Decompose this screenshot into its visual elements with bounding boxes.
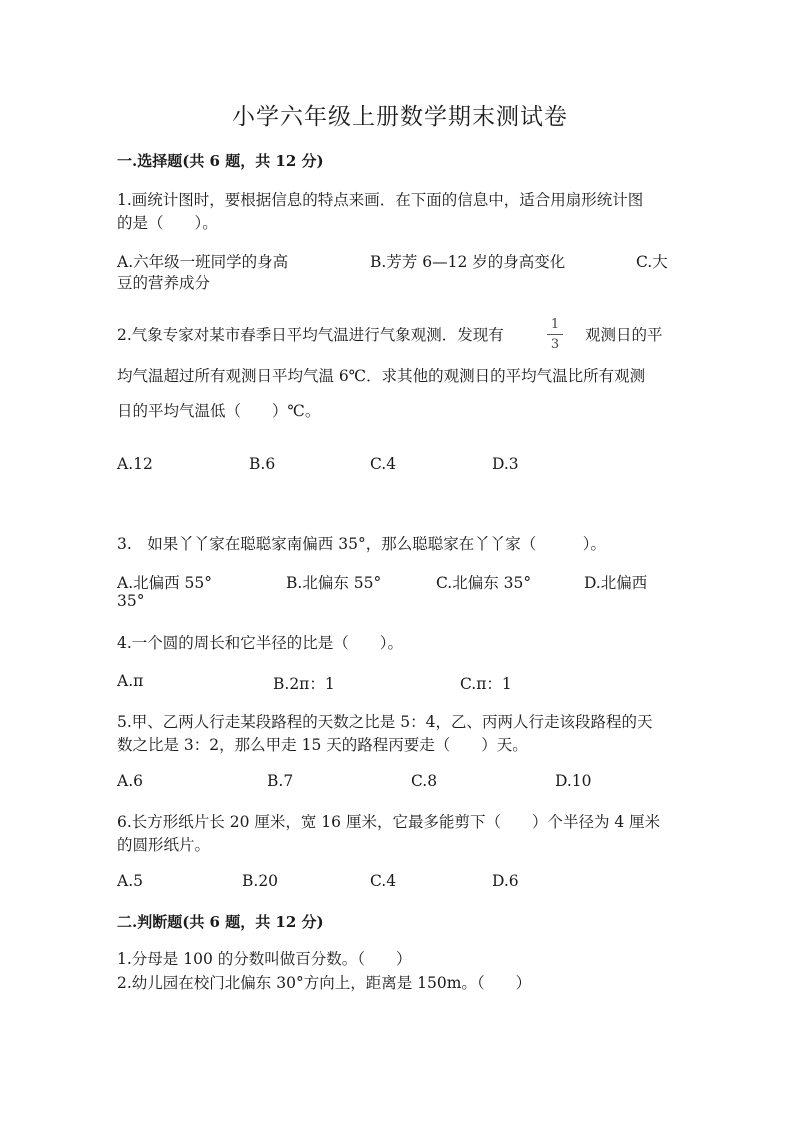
question-3-option-a: A.北偏西 55° xyxy=(117,574,213,592)
question-2-text-line-1a: 2.气象专家对某市春季日平均气温进行气象观测．发现有 xyxy=(117,326,504,344)
question-1-option-c-continued: 豆的营养成分 xyxy=(117,274,211,292)
question-3-option-d-continued: 35° xyxy=(117,592,145,610)
question-3-option-b: B.北偏东 55° xyxy=(286,574,382,592)
question-6-text-line-2: 的圆形纸片。 xyxy=(117,836,211,854)
question-2-option-b: B.6 xyxy=(249,455,276,473)
question-4-option-c: C.π：1 xyxy=(460,675,512,693)
question-5-option-b: B.7 xyxy=(267,772,294,790)
question-6-option-d: D.6 xyxy=(492,872,519,890)
question-2-text-line-1b: 观测日的平 xyxy=(585,326,663,344)
fraction-numerator: 1 xyxy=(550,317,560,332)
question-4-option-a: A.π xyxy=(117,672,144,690)
fraction-bar xyxy=(547,334,563,335)
question-1-option-a: A.六年级一班同学的身高 xyxy=(117,253,289,271)
page-title: 小学六年级上册数学期末测试卷 xyxy=(232,104,568,130)
judgement-question-1: 1.分母是 100 的分数叫做百分数。（ ） xyxy=(117,950,412,968)
question-5-option-a: A.6 xyxy=(117,772,143,790)
question-6-option-c: C.4 xyxy=(370,872,397,890)
section-heading-choice: 一.选择题(共 6 题，共 12 分) xyxy=(117,152,324,170)
question-4-option-b: B.2π：1 xyxy=(273,675,335,693)
question-1-text-line-1: 1.画统计图时，要根据信息的特点来画．在下面的信息中，适合用扇形统计图 xyxy=(117,191,644,209)
question-5-text-line-2: 数之比是 3：2，那么甲走 15 天的路程丙要走（ ）天。 xyxy=(117,736,528,754)
question-6-text-line-1: 6.长方形纸片长 20 厘米，宽 16 厘米，它最多能剪下（ ）个半径为 4 厘米 xyxy=(117,813,661,831)
question-3-option-c: C.北偏东 35° xyxy=(436,574,532,592)
fraction-one-third xyxy=(546,318,564,351)
question-3-text: 3. 如果丫丫家在聪聪家南偏西 35°，那么聪聪家在丫丫家（ ）。 xyxy=(117,535,606,553)
question-5-option-d: D.10 xyxy=(555,772,592,790)
section-heading-judgement: 二.判断题(共 6 题，共 12 分) xyxy=(117,913,324,931)
question-2-text-line-2: 均气温超过所有观测日平均气温 6℃．求其他的观测日的平均气温比所有观测 xyxy=(117,367,646,385)
question-3-option-d: D.北偏西 xyxy=(584,574,648,592)
judgement-question-2: 2.幼儿园在校门北偏东 30°方向上，距离是 150m。（ ） xyxy=(117,974,532,992)
question-6-option-b: B.20 xyxy=(242,872,279,890)
question-1-option-b: B.芳芳 6—12 岁的身高变化 xyxy=(370,253,566,271)
question-2-option-d: D.3 xyxy=(492,455,519,473)
question-2-option-c: C.4 xyxy=(370,455,397,473)
question-4-text: 4.一个圆的周长和它半径的比是（ ）。 xyxy=(117,634,404,652)
question-6-option-a: A.5 xyxy=(117,872,143,890)
question-2-text-line-3: 日的平均气温低（ ）℃。 xyxy=(117,402,321,420)
fraction-denominator: 3 xyxy=(550,337,560,352)
question-5-text-line-1: 5.甲、乙两人行走某段路程的天数之比是 5：4，乙、丙两人行走该段路程的天 xyxy=(117,713,653,731)
question-1-option-c: C.大 xyxy=(636,253,668,271)
question-2-option-a: A.12 xyxy=(117,455,153,473)
question-5-option-c: C.8 xyxy=(411,772,438,790)
question-1-text-line-2: 的是（ ）。 xyxy=(117,214,218,232)
